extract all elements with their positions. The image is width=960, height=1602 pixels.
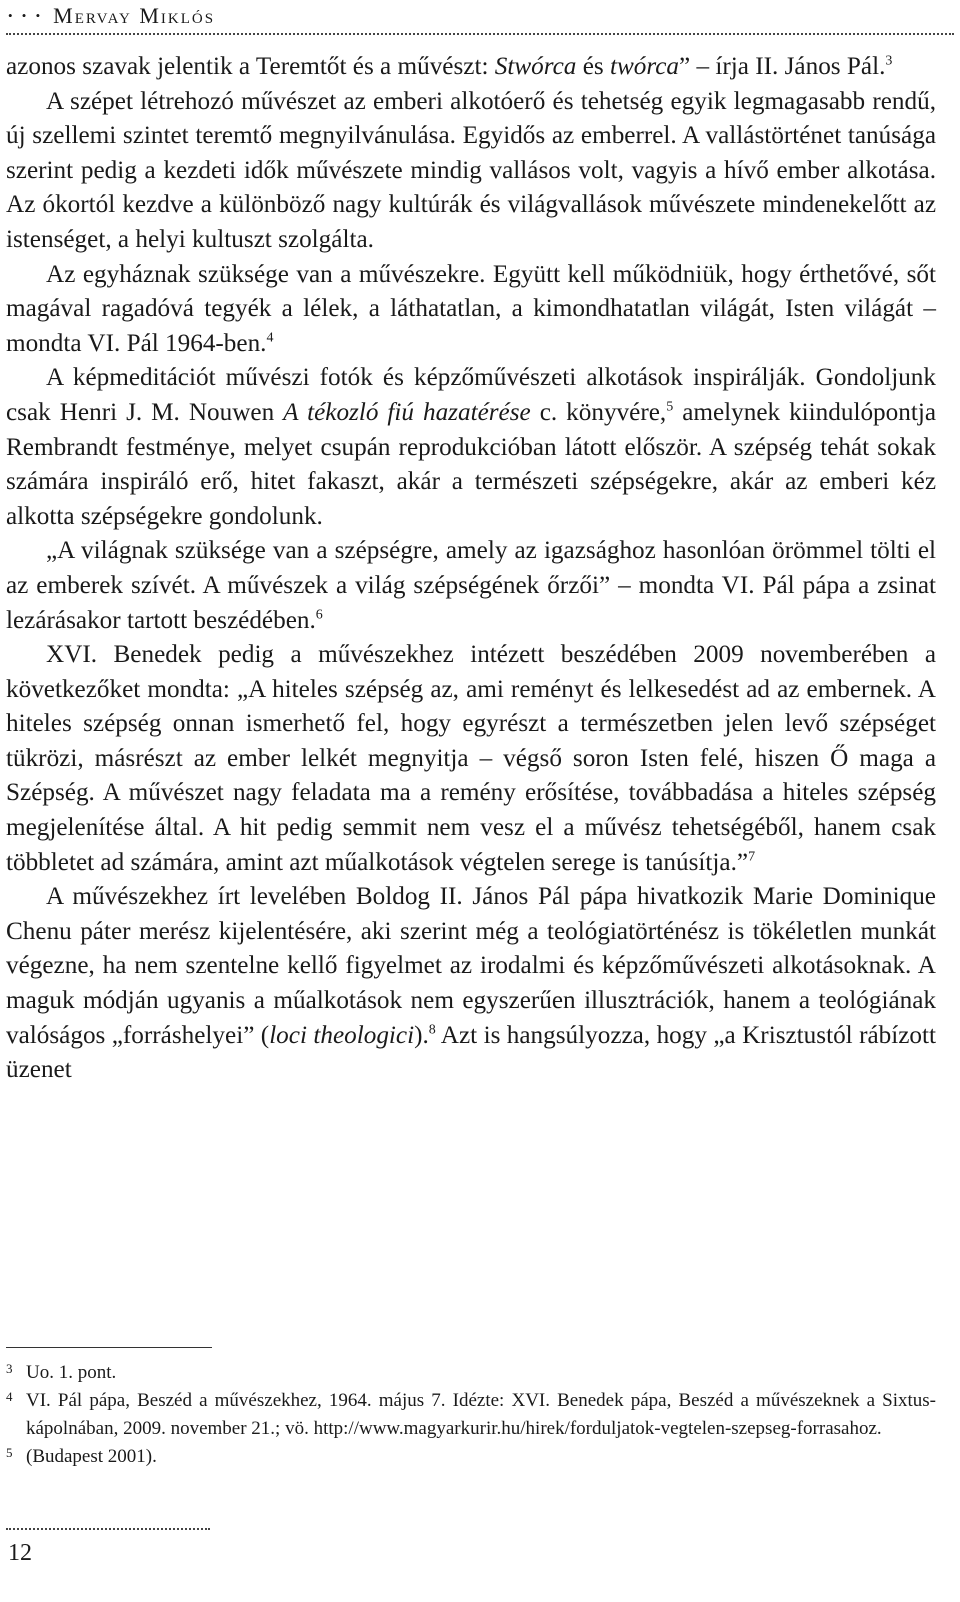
- italic-text: twórca: [609, 53, 680, 80]
- footnote-text: Uo. 1. pont.: [26, 1362, 117, 1383]
- italic-text: A tékozló fiú hazatérése: [283, 398, 531, 426]
- body-text: [6, 50, 936, 1088]
- header-author: Mervay Miklós: [53, 3, 216, 28]
- footnote-ref: 7: [748, 849, 756, 865]
- running-header: [8, 2, 215, 30]
- text-run: Az egyháznak szüksége van a művészekre. Együtt kell működniük, hogy érthetővé, sőt magával ragadóvá tegyék a lélek, a láthatatlan, a kimondhatatlan világát, Isten világát – mondta VI. Pál 1964-ben.: [6, 260, 936, 357]
- text-run: ).: [414, 1021, 429, 1049]
- text-run: XVI. Benedek pedig a művészekhez intézett beszédében 2009 novemberében a következőket mondta: „A hiteles szépség az, ami reményt és lelkesedést ad az embernek. A hiteles szépség onnan ismerhető fel, hogy egyrészt a természetben jelen levő szépséget tükrözi, másrészt az ember lelkét megnyitja – végső soron Isten felé, hiszen Ő maga a Szépség. A művészet nagy feladata ma a remény erősítése, továbbadása a hiteles szépség megjelenítése által. A hit pedig semmit nem vesz el a művész tehetségéből, hanem csak többletet ad számára, amint azt műalkotások végtelen serege is tanúsítja.”: [6, 641, 936, 876]
- paragraph: [6, 534, 936, 638]
- text-run: A szépet létrehozó művészet az emberi alkotóerő és tehetség egyik legmagasabb rendű, új szellemi szintet teremtő megnyilvánulása. Egyidős az emberrel. A vallástörténet tanúsága szerint pedig a kezdeti idők művészete mindig vallásos volt, vagyis a hívő ember alkotása. Az ókortól kezdve a különböző nagy kultúrák és világvallások művészete mindenekelőtt az istenséget, a helyi kultuszt szolgálta.: [6, 87, 936, 253]
- italic-text: Stwórca: [494, 53, 577, 80]
- text-run: c. könyvére,: [530, 398, 667, 426]
- text-run: „A világnak szüksége van a szépségre, amely az igazsághoz hasonlóan örömmel tölti el az emberek szívét. A művészek a világ szépségének őrzői” – mondta VI. Pál pápa a zsinat lezárásakor tartott beszédében.: [6, 537, 936, 634]
- footnotes: [6, 1359, 936, 1471]
- text-run: Azt is hangsúlyozza, hogy „a Krisztustól rábízott üzenet: [6, 1021, 936, 1084]
- text-run: amelynek kiindulópontja Rembrandt festménye, melyet csupán reprodukcióban látott először. A szépség tehát sokak számára inspiráló erő, hitet fakaszt, akár a természeti szépségekre, akár az emberi kéz alkotta szépségekre gondolunk.: [6, 398, 937, 530]
- paragraph: [6, 361, 936, 534]
- text-run: és: [576, 53, 610, 80]
- header-ornament: • • •: [8, 8, 44, 23]
- footnote-ref: 8: [428, 1022, 436, 1038]
- footnote-ref: 4: [266, 330, 274, 346]
- footnote-ref: 3: [885, 53, 893, 69]
- footer-divider: [6, 1528, 210, 1530]
- text-run: ” – írja II. János Pál.: [679, 53, 886, 80]
- page-number: 12: [8, 1540, 32, 1566]
- footnote-divider: [6, 1347, 212, 1348]
- paragraph: [6, 880, 936, 1088]
- footnote-number: 5: [6, 1445, 13, 1460]
- footnote: [6, 1387, 936, 1443]
- paragraph: [6, 85, 936, 258]
- footnote-text: VI. Pál pápa, Beszéd a művészekhez, 1964. május 7. Idézte: XVI. Benedek pápa, Beszéd a művészeknek a Sixtus-kápolnában, 2009. november 21.; vö. http://www.magyarkurir.hu/hirek/forduljatok-vegtelen-szepseg-forrasahoz.: [26, 1390, 936, 1439]
- footnote-text: (Budapest 2001).: [26, 1446, 157, 1467]
- paragraph: [6, 258, 936, 362]
- text-run: azonos szavak jelentik a Teremtőt és a művészt:: [6, 53, 495, 80]
- text-run: A művészekhez írt levelében Boldog II. János Pál pápa hivatkozik Marie Dominique Chenu páter merész kijelentésére, aki szerint még a teológiatörténész is tökéletlen munkát végezne, ha nem szentelne kellő figyelmet az irodalmi és képzőművészeti alkotásoknak. A maguk módján ugyanis a műalkotások nem egyszerűen illusztrációk, hanem a teológiának valóságos „forráshelyei” (: [6, 883, 936, 1049]
- italic-text: loci theologici: [269, 1021, 415, 1049]
- footnote-number: 4: [6, 1389, 13, 1404]
- footnote: [6, 1359, 936, 1387]
- footnote: [6, 1443, 936, 1471]
- footnote-ref: 5: [666, 399, 674, 415]
- paragraph: [6, 50, 936, 85]
- header-divider: [6, 33, 954, 35]
- paragraph: [6, 638, 936, 880]
- footnote-number: 3: [6, 1361, 13, 1376]
- footnote-ref: 6: [315, 607, 323, 623]
- text-run: A képmeditációt művészi fotók és képzőművészeti alkotások inspirálják. Gondoljunk csak Henri J. M. Nouwen: [6, 364, 936, 426]
